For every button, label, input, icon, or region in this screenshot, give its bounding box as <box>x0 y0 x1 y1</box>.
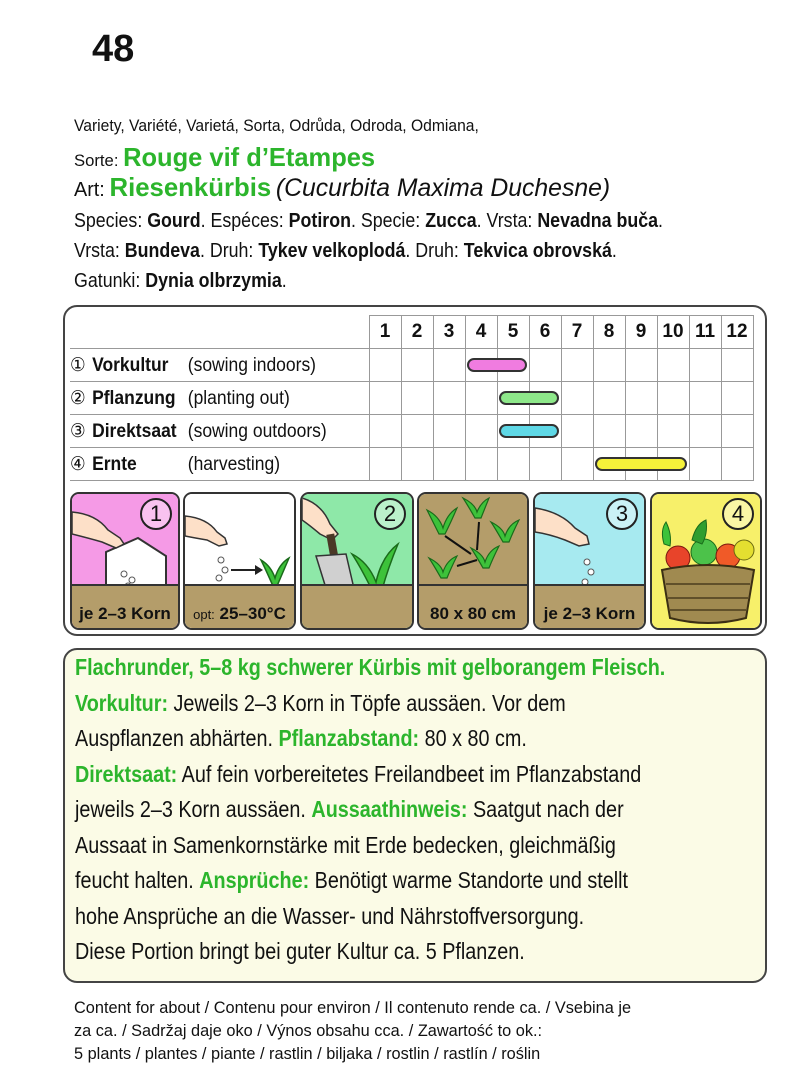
month-cell <box>657 415 689 448</box>
pictogram-planting-out <box>300 492 414 630</box>
step-circle: ④ <box>70 453 86 475</box>
month-cell <box>433 448 465 481</box>
bold-name: Tekvica obrovská <box>463 240 612 262</box>
step-number-1: 1 <box>140 498 172 530</box>
month-cell <box>689 382 721 415</box>
text-segment: . Vrsta: <box>476 210 538 232</box>
month-header: 7 <box>561 316 593 349</box>
activity-translation: (planting out) <box>187 387 290 409</box>
text-segment: . <box>658 210 663 232</box>
text-segment: Diese Portion bringt bei guter Kultur ca. 5 Pflanzen. <box>75 938 525 964</box>
section-label: Direktsaat: <box>75 760 178 787</box>
step-circle: ② <box>70 387 86 409</box>
calendar-corner <box>70 316 369 349</box>
text-segment: . Specie: <box>350 210 426 232</box>
bold-name: Tykev velkoplodá <box>258 240 406 262</box>
footer-line-2: za ca. / Sadržaj daje oko / Výnos obsahu cca. / Zawartość to ok.: <box>74 1021 543 1040</box>
month-cell <box>561 415 593 448</box>
bold-name: Gourd <box>147 210 201 232</box>
month-cell <box>721 448 753 481</box>
page-number: 48 <box>92 28 135 70</box>
calendar-row-label <box>70 415 345 448</box>
month-header: 5 <box>497 316 529 349</box>
month-cell <box>401 415 433 448</box>
month-cell <box>401 382 433 415</box>
month-cell <box>369 415 401 448</box>
month-cell <box>721 349 753 382</box>
activity-translation: (sowing outdoors) <box>187 420 327 442</box>
activity-translation: (harvesting) <box>187 453 281 475</box>
month-header: 10 <box>657 316 689 349</box>
month-cell <box>465 415 497 448</box>
activity-name: Vorkultur <box>92 354 169 376</box>
caption-spacing: 80 x 80 cm <box>429 604 516 623</box>
calendar-row-label <box>70 382 345 415</box>
pictogram-germination-temperature <box>183 492 296 630</box>
text-segment: feucht halten. <box>75 867 200 893</box>
activity-name: Direktsaat <box>92 420 177 442</box>
month-header: 4 <box>465 316 497 349</box>
art-label: Art: <box>74 179 105 201</box>
text-segment: . Espéces: <box>200 210 289 232</box>
text-segment: jeweils 2–3 Korn aussäen. <box>75 796 312 822</box>
section-label: Aussaathinweis: <box>311 796 468 822</box>
step-circle: ① <box>70 354 86 376</box>
sorte-label: Sorte: <box>74 151 119 170</box>
pictogram-spacing <box>417 492 529 630</box>
text-segment: . <box>281 270 287 292</box>
month-cell <box>529 448 561 481</box>
calendar-row-label <box>70 448 345 481</box>
pictogram-harvesting <box>650 492 762 630</box>
soil <box>302 584 412 628</box>
calendar-row <box>70 382 753 415</box>
step-number-2: 2 <box>374 498 406 530</box>
text-segment: Species: <box>74 210 148 232</box>
caption-je-2-3-korn: je 2–3 Korn <box>79 604 171 623</box>
month-header: 3 <box>433 316 465 349</box>
month-cell <box>721 382 753 415</box>
text-segment: Aussaat in Samenkornstärke mit Erde bedecken, gleichmäßig <box>75 831 616 858</box>
text-segment: Auspflanzen abhärten. <box>75 725 279 751</box>
month-header: 11 <box>689 316 721 349</box>
text-segment: . Druh: <box>405 240 464 262</box>
description-line <box>75 725 527 752</box>
month-header: 8 <box>593 316 625 349</box>
period-bar <box>499 391 559 405</box>
month-cell <box>401 448 433 481</box>
bold-name: Nevadna buča <box>537 210 659 232</box>
month-cell <box>593 349 625 382</box>
month-header: 1 <box>369 316 401 349</box>
description-line <box>75 690 566 717</box>
text-segment: . <box>611 240 617 262</box>
month-cell <box>689 349 721 382</box>
period-bar <box>499 424 559 438</box>
footer-line-3: 5 plants / plantes / piante / rastlin / biljaka / rostlin / rastlín / roślin <box>74 1044 541 1063</box>
section-label: Flachrunder, 5–8 kg schwerer Kürbis mit gelborangem Fleisch. <box>75 654 666 680</box>
month-cell <box>497 448 529 481</box>
month-cell <box>593 382 625 415</box>
month-cell <box>529 349 561 382</box>
description-line <box>75 903 584 930</box>
month-header: 9 <box>625 316 657 349</box>
month-cell <box>657 382 689 415</box>
text-segment: . Druh: <box>199 240 259 262</box>
month-cell <box>561 382 593 415</box>
month-header: 12 <box>721 316 753 349</box>
bold-name: Dynia olbrzymia <box>145 270 282 292</box>
calendar-header-row <box>70 316 753 349</box>
text-segment: Auf fein vorbereitetes Freilandbeet im Pflanzabstand <box>177 760 642 787</box>
description-line <box>75 832 616 859</box>
activity-translation: (sowing indoors) <box>187 354 317 376</box>
activity-name: Pflanzung <box>92 387 176 409</box>
month-cell <box>625 349 657 382</box>
month-cell <box>465 382 497 415</box>
description-line <box>75 654 665 681</box>
period-bar <box>595 457 687 471</box>
text-segment: Gatunki: <box>74 270 146 292</box>
month-cell <box>625 415 657 448</box>
month-header: 6 <box>529 316 561 349</box>
variety-languages-line: Variety, Variété, Varietá, Sorta, Odrůda, Odroda, Odmiana, <box>74 116 479 135</box>
month-cell <box>401 349 433 382</box>
text-segment: Jeweils 2–3 Korn in Töpfe aussäen. Vor dem <box>168 689 566 716</box>
variety-name: Rouge vif d’Etampes <box>123 142 376 172</box>
species-heading <box>74 172 610 203</box>
month-cell <box>369 448 401 481</box>
footer-line-1: Content for about / Contenu pour environ / Il contenuto rende ca. / Vsebina je <box>74 998 632 1017</box>
bold-name: Zucca <box>425 210 477 232</box>
month-cell <box>593 415 625 448</box>
description-line <box>75 867 628 894</box>
text-segment: 80 x 80 cm. <box>419 725 527 751</box>
month-cell <box>561 448 593 481</box>
step-number-3: 3 <box>606 498 638 530</box>
species-line-1 <box>74 210 663 233</box>
latin-name: (Cucurbita Maxima Duchesne) <box>275 174 611 202</box>
month-cell <box>657 349 689 382</box>
section-label: Ansprüche: <box>199 867 310 893</box>
month-cell <box>433 382 465 415</box>
month-cell <box>689 415 721 448</box>
period-bar <box>467 358 527 372</box>
text-segment: Benötigt warme Standorte und stellt <box>309 867 629 893</box>
month-header: 2 <box>401 316 433 349</box>
step-number-4: 4 <box>722 498 754 530</box>
activity-name: Ernte <box>92 453 137 475</box>
month-cell <box>561 349 593 382</box>
step-circle: ③ <box>70 420 86 442</box>
bold-name: Potiron <box>288 210 351 232</box>
section-label: Pflanzabstand: <box>278 725 420 751</box>
species-name: Riesenkürbis <box>109 172 272 202</box>
month-cell <box>689 448 721 481</box>
variety-heading <box>74 142 375 173</box>
month-cell <box>625 382 657 415</box>
description-line <box>75 796 624 823</box>
bold-name: Bundeva <box>124 240 200 262</box>
caption-je-2-3-korn-outdoors: je 2–3 Korn <box>543 604 636 623</box>
pictogram-sowing-outdoors <box>533 492 646 630</box>
text-segment: Vrsta: <box>74 240 125 262</box>
calendar-row <box>70 415 753 448</box>
description-line <box>75 938 525 965</box>
caption-temperature: opt: 25–30°C <box>193 604 286 623</box>
section-label: Vorkultur: <box>75 689 169 716</box>
pictogram-sowing-indoors <box>70 492 180 630</box>
description-line <box>75 761 641 788</box>
species-line-3 <box>74 270 287 293</box>
month-cell <box>721 415 753 448</box>
calendar-row <box>70 349 753 382</box>
month-cell <box>369 349 401 382</box>
month-cell <box>369 382 401 415</box>
calendar-row-label <box>70 349 345 382</box>
month-cell <box>465 448 497 481</box>
text-segment: Saatgut nach der <box>467 796 624 822</box>
text-segment: hohe Ansprüche an die Wasser- und Nährstoffversorgung. <box>75 902 585 929</box>
species-line-2 <box>74 240 617 263</box>
month-cell <box>433 415 465 448</box>
month-cell <box>433 349 465 382</box>
